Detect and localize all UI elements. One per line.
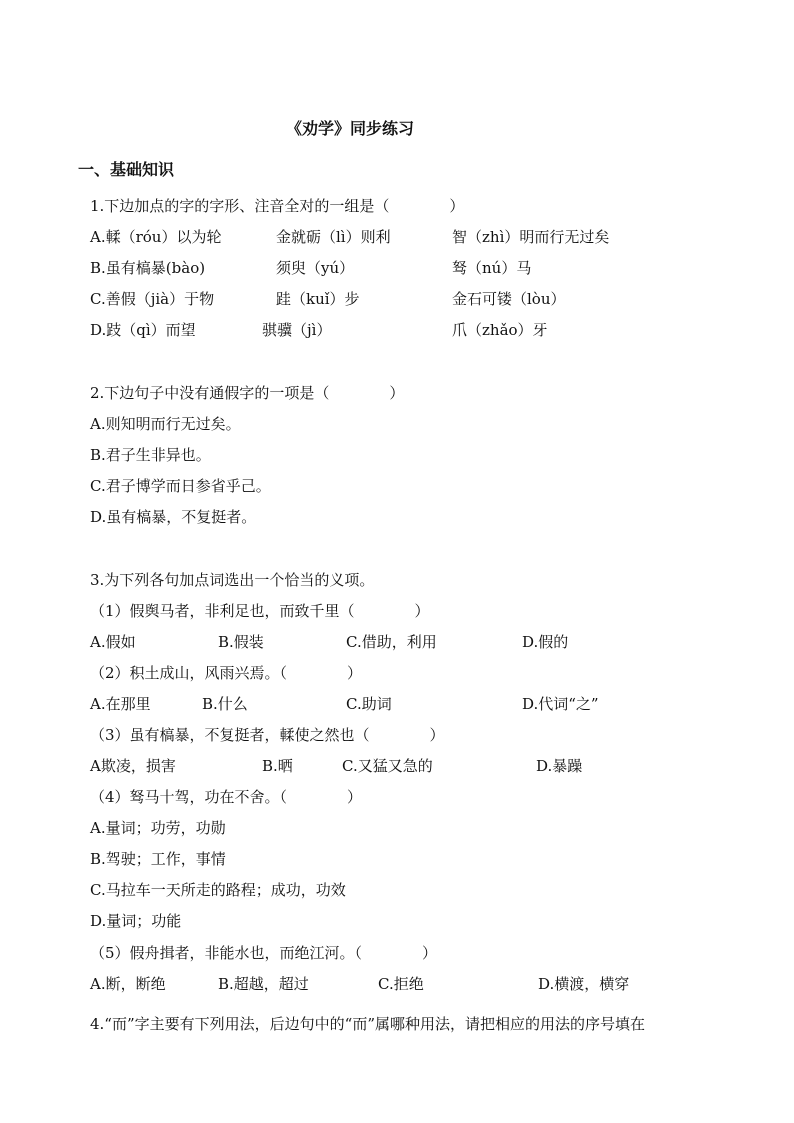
sub-question-5: （5）假舟揖者，非能水也，而绝江河。（ ） xyxy=(90,944,438,962)
option-text: A.假如 xyxy=(90,633,136,651)
option-text: C.拒绝 xyxy=(378,975,424,993)
option-text: 金石可镂（lòu） xyxy=(452,290,566,308)
option-text: B.虽有槁暴(bào) xyxy=(90,259,206,277)
option-text: A.断，断绝 xyxy=(90,975,166,993)
question-4-stem: 4.“而”字主要有下列用法，后边句中的“而”属哪种用法，请把相应的用法的序号填在 xyxy=(90,1015,645,1033)
option-text: B.什么 xyxy=(202,695,248,713)
page-title: 《劝学》同步练习 xyxy=(286,119,415,138)
option-text: 金就砺（lì）则利 xyxy=(276,228,391,246)
option-text: D.暴躁 xyxy=(536,757,583,775)
sub-question-4-option: A.量词；功劳，功勋 xyxy=(90,819,226,837)
option-text: D.代词“之” xyxy=(522,695,599,713)
option-text: B.假装 xyxy=(218,633,264,651)
option-text: 驽（nú）马 xyxy=(452,259,532,277)
sub-question-3: （3）虽有槁暴，不复挺者，輮使之然也（ ） xyxy=(90,726,445,744)
option-text: C.助词 xyxy=(346,695,392,713)
sub-question-4-option: D.量词；功能 xyxy=(90,912,182,930)
option-text: 须臾（yú） xyxy=(276,259,355,277)
option-text: B.晒 xyxy=(262,757,293,775)
question-2-option: C.君子博学而日参省乎己。 xyxy=(90,477,271,495)
question-1-stem: 1.下边加点的字的字形、注音全对的一组是（ ） xyxy=(90,197,465,215)
question-2-option: D.虽有槁暴，不复挺者。 xyxy=(90,508,257,526)
option-text: 智（zhì）明而行无过矣 xyxy=(452,228,610,246)
option-text: C.善假（jià）于物 xyxy=(90,290,215,308)
option-text: A.輮（róu）以为轮 xyxy=(90,228,222,246)
question-2-stem: 2.下边句子中没有通假字的一项是（ ） xyxy=(90,384,405,402)
section-heading: 一、基础知识 xyxy=(78,160,175,179)
sub-question-4-option: C.马拉车一天所走的路程；成功，功效 xyxy=(90,881,346,899)
option-text: B.超越，超过 xyxy=(218,975,309,993)
option-text: 骐骥（jì） xyxy=(262,321,332,339)
sub-question-1: （1）假舆马者，非利足也，而致千里（ ） xyxy=(90,602,430,620)
sub-question-4: （4）驽马十驾，功在不舍。（ ） xyxy=(90,788,363,806)
option-text: C.又猛又急的 xyxy=(342,757,433,775)
option-text: C.借助，利用 xyxy=(346,633,437,651)
option-text: A.在那里 xyxy=(90,695,151,713)
sub-question-2: （2）积土成山，风雨兴焉。（ ） xyxy=(90,664,363,682)
question-2-option: A.则知明而行无过矣。 xyxy=(90,415,241,433)
option-text: A欺凌，损害 xyxy=(90,757,176,775)
option-text: 爪（zhǎo）牙 xyxy=(452,321,548,339)
option-text: D.假的 xyxy=(522,633,569,651)
question-3-stem: 3.为下列各句加点词选出一个恰当的义项。 xyxy=(90,571,375,589)
sub-question-4-option: B.驾驶；工作，事情 xyxy=(90,850,226,868)
option-text: D.横渡，横穿 xyxy=(538,975,630,993)
option-text: D.跂（qì）而望 xyxy=(90,321,196,339)
option-text: 跬（kuǐ）步 xyxy=(276,290,360,308)
question-2-option: B.君子生非异也。 xyxy=(90,446,211,464)
